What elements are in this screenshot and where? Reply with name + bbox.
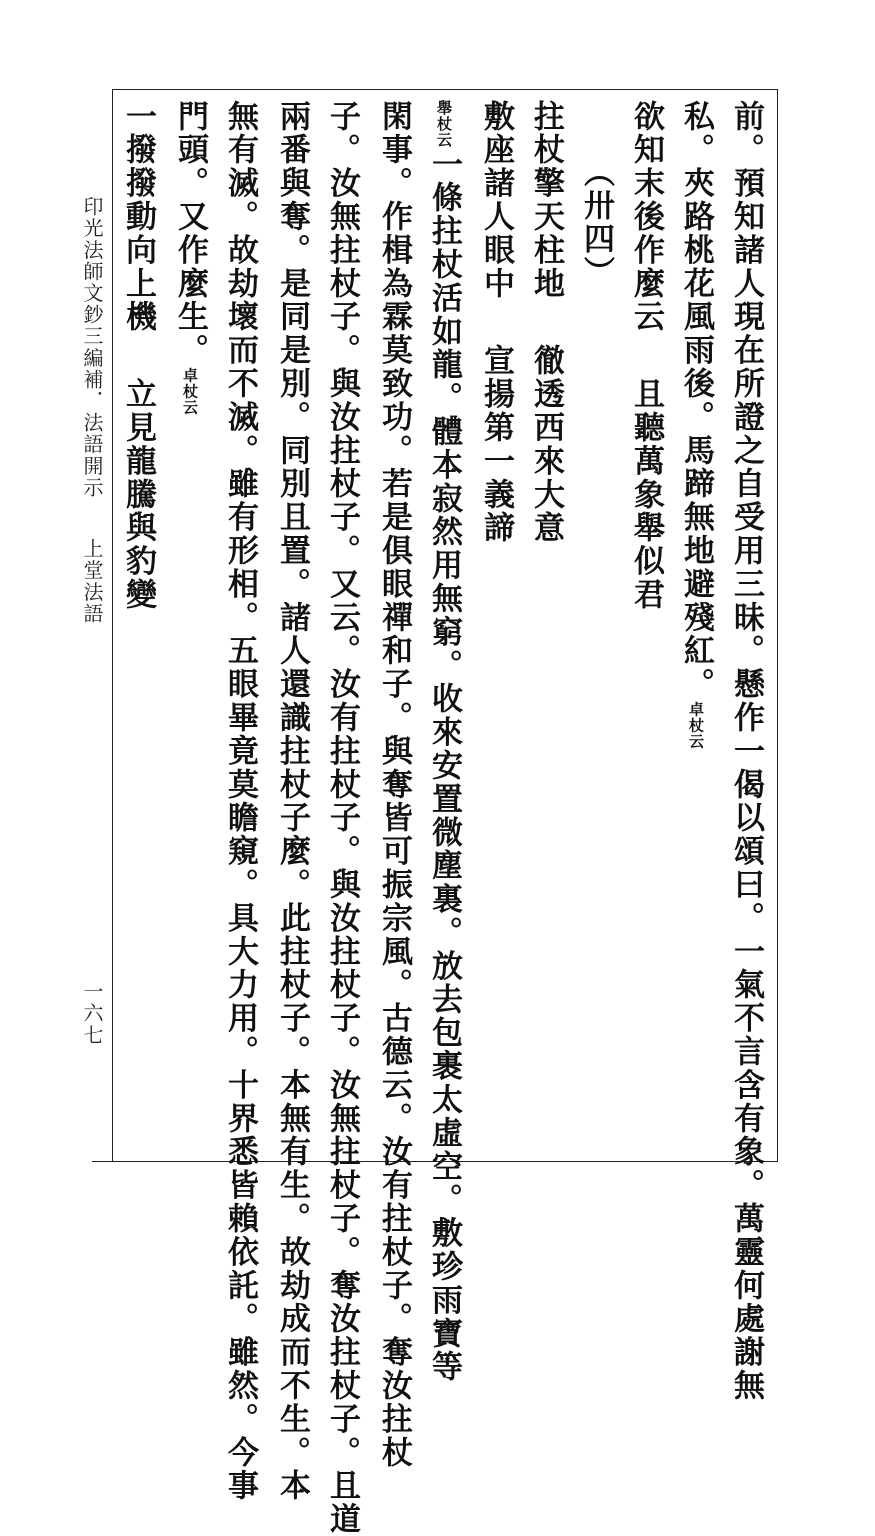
running-header-title: 印光法師文鈔三編補．法語開示 <box>80 196 104 499</box>
text-column-11: 無有滅。故劫壞而不滅。雖有形相。五眼畢竟莫瞻窺。具大力用。十界悉皆賴依託。雖然。今事 <box>222 100 258 1503</box>
annotation-zhuozhang: 卓杖云 <box>687 701 705 750</box>
verse-line-4: 徹透西來大意 <box>528 344 564 545</box>
section-heading: （卅四） <box>578 156 614 290</box>
running-header-section: 上堂法語 <box>80 538 104 625</box>
verse-line-7: 一撥撥動向上機 <box>120 100 156 334</box>
text-column-12 <box>172 100 208 416</box>
text-column-9: 子。汝無拄杖子。與汝拄杖子。又云。汝有拄杖子。與汝拄杖子。汝無拄杖子。奪汝拄杖子。且道 <box>324 100 360 1536</box>
page-number: 一六七 <box>80 981 104 1046</box>
text-column-7 <box>426 100 462 1384</box>
text-column-6 <box>478 100 514 545</box>
text-column-3 <box>628 100 664 612</box>
text-column-2-main: 私。夾路桃花風雨後。馬蹄無地避殘紅。 <box>678 100 714 702</box>
verse-line-6: 宣揚第一義諦 <box>478 344 514 545</box>
top-border <box>112 89 778 90</box>
annotation-zhuozhang-2: 卓杖云 <box>181 367 199 416</box>
verse-line-5: 敷座諸人眼中 <box>478 100 514 301</box>
text-column-13 <box>120 100 156 612</box>
text-column-8: 閑事。作楫為霖莫致功。若是俱眼禪和子。與奪皆可振宗風。古德云。汝有拄杖子。奪汝拄杖 <box>376 100 412 1470</box>
verse-line-1: 欲知末後作麼云 <box>628 100 664 334</box>
verse-line-8: 立見龍騰與豹變 <box>120 377 156 612</box>
text-column-10: 兩番與奪。是同是別。同別且置。諸人還識拄杖子麼。此拄杖子。本無有生。故劫成而不生。本 <box>274 100 310 1503</box>
text-column-7-main: 一條拄杖活如龍。體本寂然用無窮。收來安置微塵裏。放去包裹太虛空。敷珍雨寶等 <box>426 148 462 1384</box>
verse-line-2: 且聽萬象舉似君 <box>628 377 664 612</box>
verse-line-3: 拄杖擎天柱地 <box>528 100 564 301</box>
annotation-juzhang: 舉杖云 <box>435 100 453 148</box>
text-column-2 <box>678 100 714 750</box>
text-column-1: 前。預知諸人現在所證之自受用三昧。懸作一偈以頌曰。一氣不言含有象。萬靈何處謝無 <box>728 100 764 1403</box>
text-column-12-main: 門頭。又作麼生。 <box>172 100 208 368</box>
text-column-5 <box>528 100 564 545</box>
left-border <box>112 89 113 1161</box>
right-border <box>777 89 778 1161</box>
